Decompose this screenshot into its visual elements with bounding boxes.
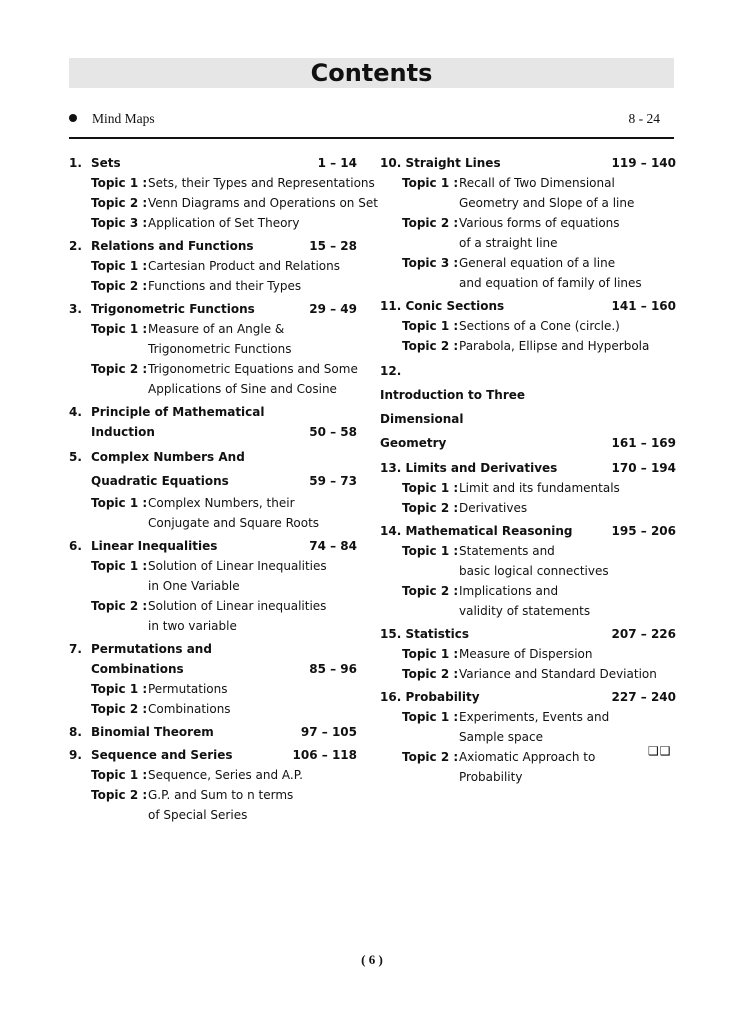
topic-entry[interactable] <box>380 336 676 356</box>
topic-name <box>402 747 459 787</box>
topic-entry[interactable] <box>380 707 676 747</box>
topic-description <box>148 785 365 825</box>
chapter-title-line: Complex Numbers And <box>91 450 245 464</box>
topic-name <box>402 213 459 253</box>
topic-entry[interactable] <box>69 276 365 296</box>
topic-description-line: Cartesian Product and Relations <box>148 259 340 273</box>
chapter-entry[interactable] <box>69 639 365 679</box>
chapter-number: 2. <box>69 239 82 253</box>
topic-description-line: Sets, their Types and Representations <box>148 176 375 190</box>
topic-description <box>148 679 365 699</box>
chapter-title: Conic Sections <box>405 299 505 313</box>
topic-name <box>91 699 148 719</box>
chapter-title: Trigonometric Functions <box>91 302 255 316</box>
right-column <box>380 150 676 787</box>
topic-label: Topic 1 <box>402 481 450 495</box>
chapter-pages: 59 – 73 <box>309 474 357 488</box>
topic-entry[interactable] <box>69 679 365 699</box>
topic-entry[interactable] <box>69 493 365 533</box>
topic-label: Topic 1 <box>91 682 139 696</box>
topic-entry[interactable] <box>380 644 676 664</box>
topic-description-line: Limit and its fundamentals <box>459 481 620 495</box>
topic-label: Topic 2 <box>402 584 450 598</box>
chapter-number: 11. <box>380 299 402 313</box>
chapter-entry[interactable] <box>380 624 676 644</box>
topic-separator: : <box>142 788 148 802</box>
topic-description-line: Implications and <box>459 584 559 598</box>
topic-separator: : <box>453 481 459 495</box>
chapter-title: Relations and Functions <box>91 239 254 253</box>
topic-entry[interactable] <box>69 193 378 213</box>
topic-entry[interactable] <box>69 359 365 399</box>
topic-description <box>148 319 365 359</box>
topic-description <box>459 478 676 498</box>
topic-entry[interactable] <box>380 173 676 213</box>
topic-separator: : <box>453 667 459 681</box>
topic-description-line: Complex Numbers, their <box>148 496 295 510</box>
topic-entry[interactable] <box>69 785 365 825</box>
chapter-entry[interactable] <box>69 236 365 256</box>
topic-description-line: Conjugate and Square Roots <box>148 516 320 530</box>
topic-entry[interactable] <box>380 747 676 787</box>
chapter-number: 7. <box>69 642 82 656</box>
chapter-title: Linear Inequalities <box>91 539 218 553</box>
chapter-title: Sets <box>91 156 121 170</box>
topic-description <box>148 596 365 636</box>
chapter-pages: 15 – 28 <box>309 239 357 253</box>
chapter-pages: 74 – 84 <box>309 539 357 553</box>
topic-entry[interactable] <box>69 556 365 596</box>
topic-description <box>148 173 375 193</box>
topic-description-line: Measure of Dispersion <box>459 647 593 661</box>
chapter-entry[interactable] <box>69 745 365 765</box>
topic-description-line: Trigonometric Equations and Some <box>148 362 358 376</box>
topic-name <box>402 664 459 684</box>
bullet-icon <box>69 114 77 122</box>
topic-separator: : <box>453 750 459 764</box>
topic-separator: : <box>453 319 459 333</box>
topic-name <box>91 765 148 785</box>
chapter-number: 16. <box>380 690 402 704</box>
topic-name <box>402 541 459 581</box>
chapter-title: Straight Lines <box>405 156 501 170</box>
topic-entry[interactable] <box>380 213 676 253</box>
chapter-pages: 50 – 58 <box>309 425 357 439</box>
topic-separator: : <box>142 176 148 190</box>
topic-entry[interactable] <box>69 699 365 719</box>
topic-entry[interactable] <box>69 765 365 785</box>
chapter-entry[interactable] <box>69 153 365 173</box>
topic-name <box>91 256 148 276</box>
topic-description-line: General equation of a line <box>459 256 616 270</box>
topic-label: Topic 2 <box>91 599 139 613</box>
chapter-entry[interactable] <box>69 445 365 493</box>
left-column <box>69 150 378 825</box>
topic-entry[interactable] <box>380 498 676 518</box>
topic-label: Topic 1 <box>91 768 139 782</box>
topic-label: Topic 1 <box>402 176 450 190</box>
topic-name <box>91 359 148 399</box>
chapter-number: 5. <box>69 450 82 464</box>
chapter-number: 3. <box>69 302 82 316</box>
topic-description <box>148 256 365 276</box>
topic-label: Topic 1 <box>91 559 139 573</box>
chapter-pages: 85 – 96 <box>309 662 357 676</box>
topic-name <box>402 644 459 664</box>
chapter-pages: 97 – 105 <box>300 725 357 739</box>
chapter-pages: 207 – 226 <box>611 627 676 641</box>
chapter-number: 13. <box>380 461 402 475</box>
topic-separator: : <box>142 279 148 293</box>
topic-description <box>148 699 365 719</box>
topic-name <box>402 316 459 336</box>
chapter-pages: 29 – 49 <box>309 302 357 316</box>
topic-label: Topic 3 <box>91 216 139 230</box>
chapter-entry[interactable] <box>380 296 676 316</box>
chapter-number: 6. <box>69 539 82 553</box>
topic-separator: : <box>142 599 148 613</box>
contents-title-bar <box>69 58 674 88</box>
topic-separator: : <box>142 496 148 510</box>
topic-separator: : <box>453 176 459 190</box>
topic-description-line: of Special Series <box>148 808 248 822</box>
chapter-title <box>380 383 606 455</box>
topic-name <box>91 493 148 533</box>
chapter-entry[interactable] <box>380 153 676 173</box>
topic-description-line: in two variable <box>148 619 237 633</box>
topic-name <box>91 193 148 213</box>
chapter-title: Principle of Mathematical Induction <box>91 405 265 439</box>
topic-name <box>402 253 459 293</box>
mind-maps-label: Mind Maps <box>92 111 155 126</box>
topic-description <box>459 664 676 684</box>
topic-entry[interactable] <box>69 213 365 233</box>
topic-description-line: Functions and their Types <box>148 279 302 293</box>
chapter-title: Mathematical Reasoning <box>405 524 573 538</box>
topic-label: Topic 1 <box>91 496 139 510</box>
chapter-entry[interactable] <box>69 722 365 742</box>
topic-label: Topic 1 <box>402 647 450 661</box>
topic-description-line: Sections of a Cone (circle.) <box>459 319 620 333</box>
topic-description-line: Combinations <box>148 702 231 716</box>
topic-description-line: Application of Set Theory <box>148 216 300 230</box>
topic-name <box>91 679 148 699</box>
topic-description-line: Solution of Linear inequalities <box>148 599 327 613</box>
topic-description <box>459 213 676 253</box>
topic-label: Topic 1 <box>402 710 450 724</box>
topic-separator: : <box>453 544 459 558</box>
topic-entry[interactable] <box>380 478 676 498</box>
page-number: ( 6 ) <box>361 952 383 967</box>
topic-name <box>91 596 148 636</box>
topic-description <box>459 498 676 518</box>
topic-separator: : <box>453 256 459 270</box>
chapter-title: Sequence and Series <box>91 748 233 762</box>
topic-name <box>91 319 148 359</box>
topic-label: Topic 2 <box>91 702 139 716</box>
topic-description-line: Probability <box>459 770 523 784</box>
topic-name <box>402 498 459 518</box>
topic-name <box>402 581 459 621</box>
topic-label: Topic 1 <box>91 176 139 190</box>
topic-name <box>91 276 148 296</box>
topic-name <box>402 478 459 498</box>
topic-label: Topic 2 <box>402 339 450 353</box>
topic-description-line: Sequence, Series and A.P. <box>148 768 303 782</box>
topic-label: Topic 2 <box>402 667 450 681</box>
topic-entry[interactable] <box>69 256 365 276</box>
topic-description <box>148 556 365 596</box>
chapter-title: Statistics <box>405 627 470 641</box>
topic-description <box>148 493 365 533</box>
topic-description <box>459 581 676 621</box>
chapter-title: Permutations and Combinations <box>91 642 212 676</box>
chapter-pages: 195 – 206 <box>611 524 676 538</box>
topic-label: Topic 2 <box>91 362 139 376</box>
topic-description <box>459 644 676 664</box>
topic-separator: : <box>142 362 148 376</box>
topic-description <box>459 747 676 787</box>
topic-label: Topic 2 <box>402 750 450 764</box>
topic-entry[interactable] <box>380 541 676 581</box>
chapter-entry[interactable] <box>69 536 365 556</box>
topic-description-line: Axiomatic Approach to <box>459 750 596 764</box>
topic-description-line: and equation of family of lines <box>459 276 642 290</box>
topic-name <box>402 707 459 747</box>
topic-description <box>459 173 676 213</box>
topic-separator: : <box>142 702 148 716</box>
chapter-title-line: Quadratic Equations <box>91 474 229 488</box>
topic-description <box>459 336 676 356</box>
topic-separator: : <box>453 339 459 353</box>
chapter-number: 15. <box>380 627 402 641</box>
topic-entry[interactable] <box>69 319 365 359</box>
topic-description-line: Statements and <box>459 544 555 558</box>
topic-label: Topic 2 <box>91 196 139 210</box>
topic-description-line: Geometry and Slope of a line <box>459 196 635 210</box>
chapter-number: 8. <box>69 725 82 739</box>
chapter-entry[interactable] <box>380 521 676 541</box>
topic-entry[interactable] <box>380 316 676 336</box>
topic-name <box>91 213 148 233</box>
chapter-title <box>91 445 295 493</box>
chapter-pages: 161 – 169 <box>611 436 676 450</box>
topic-label: Topic 1 <box>91 259 139 273</box>
topic-separator: : <box>142 682 148 696</box>
topic-description <box>148 765 365 785</box>
chapter-title-line: Introduction to Three Dimensional <box>380 388 526 426</box>
mind-maps-row[interactable] <box>69 111 674 131</box>
topic-description <box>459 253 676 293</box>
topic-description-line: basic logical connectives <box>459 564 609 578</box>
topic-entry[interactable] <box>69 596 365 636</box>
topic-description-line: Parabola, Ellipse and Hyperbola <box>459 339 650 353</box>
chapter-title: Limits and Derivatives <box>405 461 558 475</box>
topic-description-line: Various forms of equations <box>459 216 620 230</box>
topic-separator: : <box>142 559 148 573</box>
topic-description-line: Permutations <box>148 682 228 696</box>
chapter-entry[interactable] <box>380 458 676 478</box>
chapter-entry[interactable] <box>380 687 676 707</box>
chapter-title: Binomial Theorem <box>91 725 214 739</box>
topic-description-line: Measure of an Angle & <box>148 322 285 336</box>
divider-rule <box>69 137 674 139</box>
topic-description-line: Experiments, Events and <box>459 710 610 724</box>
topic-separator: : <box>142 259 148 273</box>
topic-label: Topic 2 <box>91 279 139 293</box>
topic-name <box>91 173 148 193</box>
topic-description <box>459 541 676 581</box>
topic-separator: : <box>453 710 459 724</box>
chapter-pages: 119 – 140 <box>611 156 676 170</box>
chapter-number: 9. <box>69 748 82 762</box>
topic-label: Topic 1 <box>91 322 139 336</box>
topic-description <box>459 316 676 336</box>
chapter-entry[interactable] <box>69 402 365 442</box>
chapter-pages: 227 – 240 <box>611 690 676 704</box>
topic-separator: : <box>142 768 148 782</box>
chapter-number: 1. <box>69 156 82 170</box>
chapter-entry[interactable] <box>380 359 676 455</box>
topic-entry[interactable] <box>69 173 375 193</box>
end-mark: ❑❑ <box>648 744 672 758</box>
chapter-number: 12. <box>380 364 402 378</box>
topic-name <box>402 173 459 213</box>
topic-separator: : <box>453 584 459 598</box>
topic-entry[interactable] <box>380 581 676 621</box>
chapter-entry[interactable] <box>69 299 365 319</box>
topic-separator: : <box>142 196 148 210</box>
topic-description-line: Trigonometric Functions <box>148 342 292 356</box>
topic-separator: : <box>453 216 459 230</box>
topic-name <box>402 336 459 356</box>
page-title: Contents <box>310 59 433 87</box>
topic-separator: : <box>453 501 459 515</box>
topic-description-line: Recall of Two Dimensional <box>459 176 615 190</box>
topic-description <box>148 359 365 399</box>
topic-separator: : <box>142 322 148 336</box>
chapter-title: Probability <box>405 690 480 704</box>
topic-label: Topic 3 <box>402 256 450 270</box>
topic-label: Topic 1 <box>402 319 450 333</box>
topic-description-line: Solution of Linear Inequalities <box>148 559 327 573</box>
topic-description-line: of a straight line <box>459 236 558 250</box>
topic-entry[interactable] <box>380 253 676 293</box>
topic-entry[interactable] <box>380 664 676 684</box>
chapter-pages: 141 – 160 <box>611 299 676 313</box>
chapter-pages: 1 – 14 <box>317 156 357 170</box>
topic-description-line: in One Variable <box>148 579 240 593</box>
chapter-title-line: Geometry <box>380 436 447 450</box>
chapter-number: 4. <box>69 405 82 419</box>
topic-description-line: Derivatives <box>459 501 528 515</box>
topic-description-line: G.P. and Sum to n terms <box>148 788 294 802</box>
topic-label: Topic 2 <box>91 788 139 802</box>
topic-description-line: Sample space <box>459 730 544 744</box>
topic-label: Topic 1 <box>402 544 450 558</box>
topic-description <box>148 276 365 296</box>
chapter-pages: 170 – 194 <box>611 461 676 475</box>
topic-name <box>91 556 148 596</box>
topic-separator: : <box>453 647 459 661</box>
topic-separator: : <box>142 216 148 230</box>
topic-name <box>91 785 148 825</box>
topic-description <box>148 213 365 233</box>
topic-description <box>148 193 378 213</box>
topic-description <box>459 707 676 747</box>
topic-label: Topic 2 <box>402 501 450 515</box>
chapter-number: 10. <box>380 156 402 170</box>
chapter-number: 14. <box>380 524 402 538</box>
topic-description-line: Venn Diagrams and Operations on Set <box>148 196 378 210</box>
mind-maps-pages: 8 - 24 <box>628 111 660 126</box>
topic-description-line: Applications of Sine and Cosine <box>148 382 337 396</box>
topic-description-line: validity of statements <box>459 604 591 618</box>
topic-label: Topic 2 <box>402 216 450 230</box>
chapter-pages: 106 – 118 <box>292 748 357 762</box>
topic-description-line: Variance and Standard Deviation <box>459 667 657 681</box>
